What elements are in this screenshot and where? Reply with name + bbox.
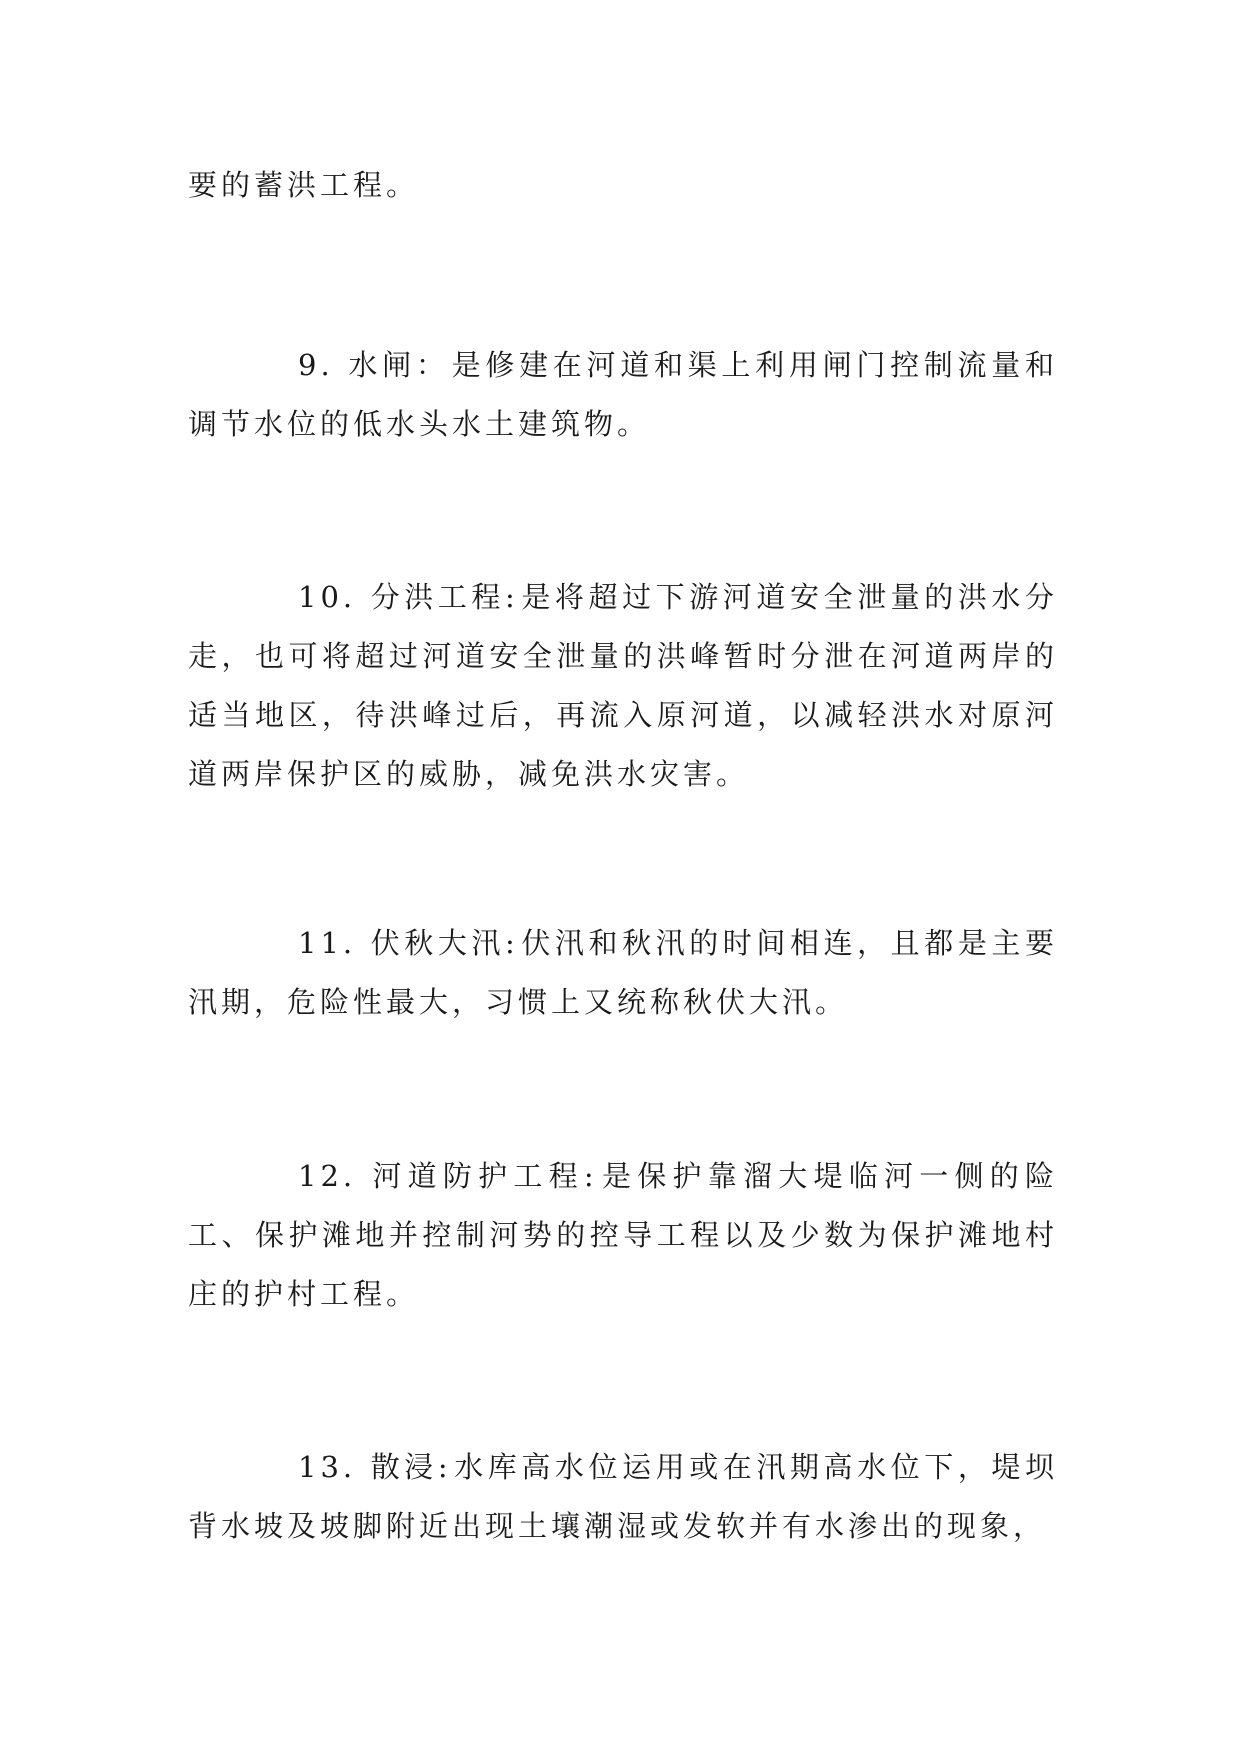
item-number: 9. [298,348,334,382]
item-definition: 伏汛和秋汛的时间相连，且都是主要汛期，危险性最大，习惯上又统称秋伏大汛。 [188,926,1058,1019]
paragraph-item-10 [188,568,1058,804]
item-definition: 是将超过下游河道安全泄量的洪水分走，也可将超过河道安全泄量的洪峰暂时分泄在河道两岸的适当地区，待洪峰过后，再流入原河道，以减轻洪水对原河道两岸保护区的威胁，减免洪水灾害。 [188,580,1058,791]
paragraph-item-9 [188,336,1058,454]
paragraph-item-13 [188,1438,1058,1556]
item-definition: 是修建在河道和渠上利用闸门控制流量和调节水位的低水头水土建筑物。 [188,348,1058,441]
item-term: 伏秋大汛: [370,926,519,960]
item-term: 水闸： [347,348,450,382]
item-definition: 水库高水位运用或在汛期高水位下，堤坝背水坡及坡脚附近出现土壤潮湿或发软并有水渗出的现象， [188,1450,1058,1543]
paragraph-item-11 [188,914,1058,1032]
item-number: 12. [298,1159,357,1193]
item-term: 分洪工程: [370,580,519,614]
item-term: 散浸: [370,1450,452,1484]
item-term: 河道防护工程: [370,1159,598,1193]
item-number: 10. [298,580,357,614]
paragraph-item-12 [188,1147,1058,1324]
item-definition: 是保护靠溜大堤临河一侧的险工、保护滩地并控制河势的控导工程以及少数为保护滩地村庄的护村工程。 [188,1159,1058,1311]
item-number: 13. [298,1450,357,1484]
item-number: 11. [298,926,357,960]
paragraph-continuation [188,156,1058,215]
paragraph-text: 要的蓄洪工程。 [188,168,420,202]
